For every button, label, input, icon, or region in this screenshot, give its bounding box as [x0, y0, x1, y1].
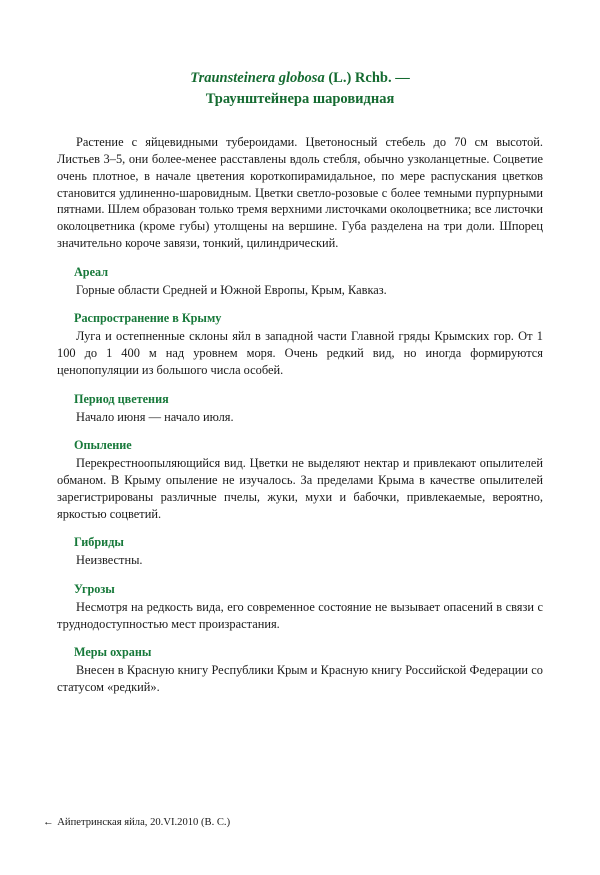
section-body: Начало июня — начало июля.: [76, 409, 234, 424]
section-heading: Распространение в Крыму: [74, 311, 222, 326]
section-heading: Меры охраны: [74, 645, 152, 660]
section-body: Перекрестноопыляющийся вид. Цветки не выделяют нектар и привлекают опылителей обманом. В Крыму опыление не изучалось. За пределами Крыма в качестве опылителей зарегистрированы различные пчелы, жуки, мухи и бабочки, привлекаемые, вероятно, яркостью соцветий.: [57, 456, 543, 521]
page-title: [57, 68, 543, 109]
section-heading: Период цветения: [74, 391, 169, 406]
page-content: [57, 0, 543, 696]
left-arrow-icon: ←: [43, 817, 55, 828]
section-flowering-period: [57, 392, 543, 426]
section-hybrids: [57, 535, 543, 569]
section-threats: [57, 582, 543, 632]
section-body: Несмотря на редкость вида, его современное состояние не вызывает опасений в связи с труднодоступностью мест произрастания.: [57, 599, 543, 631]
section-body: Луга и остепненные склоны яйл в западной части Главной гряды Крымских гор. От 1 100 до 1 400 м над уровнем моря. Очень редкий вид, но иногда формируются ценопопуляции из большого числа особей.: [57, 329, 543, 377]
section-body: Неизвестны.: [76, 553, 143, 568]
title-russian-name: Траунштейнера шаровидная: [205, 90, 395, 107]
section-heading: Угрозы: [74, 582, 115, 596]
section-distribution-crimea: [57, 311, 543, 378]
section-conservation-measures: [57, 645, 543, 695]
section-pollination: [57, 438, 543, 522]
title-authority: (L.) Rchb. —: [324, 70, 410, 86]
section-heading: Ареал: [74, 264, 109, 279]
section-heading: Опыление: [74, 438, 132, 453]
section-heading: Гибриды: [74, 535, 124, 550]
section-body: Горные области Средней и Южной Европы, Крым, Кавказ.: [76, 282, 387, 297]
title-latin-name: Traunsteinera globosa: [190, 70, 325, 86]
photo-caption: [43, 816, 230, 830]
intro-paragraph: Растение с яйцевидными тубероидами. Цветоносный стебель до 70 см высотой. Листьев 3–5, они более-менее расставлены вдоль стебля, обычно узколанцетные. Соцветие очень плотное, в начале цветения короткопирамидальное, по мере распускания цветков становится удлиненно-шаровидным. Цветки светло-розовые с более темными пурпурными пятнами. Шлем образован только тремя верхними листочками околоцветника; все листочки околоцветника (кроме губы) утолщены на вершине. Губа разделена на три доли. Шпорец значительно короче завязи, тонкий, цилиндрический.: [57, 135, 543, 250]
section-areal: [57, 265, 543, 299]
photo-caption-text: Айпетринская яйла, 20.VI.2010 (В. С.): [57, 817, 231, 828]
section-body: Внесен в Красную книгу Республики Крым и Красную книгу Российской Федерации со статусом «редкий».: [57, 663, 543, 695]
